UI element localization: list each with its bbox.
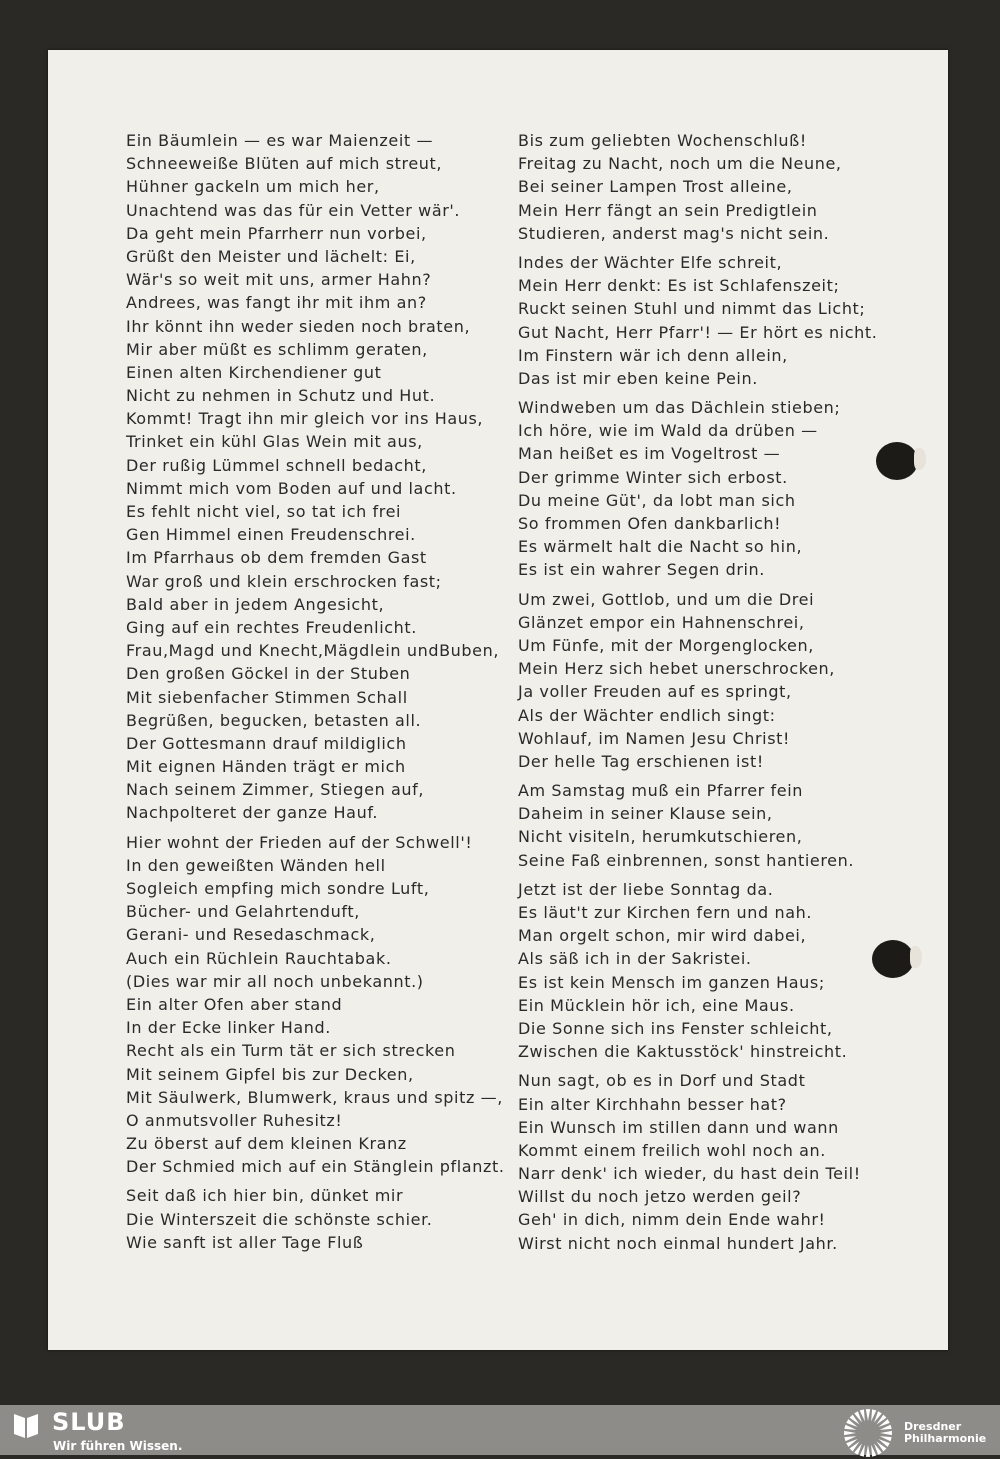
poem-line: War groß und klein erschrocken fast;: [126, 571, 442, 591]
stanza: [126, 129, 506, 825]
poem-line: Kommt! Tragt ihn mir gleich vor ins Haus,: [126, 409, 484, 429]
stanza: [518, 251, 918, 390]
poem-line: In den geweißten Wänden hell: [126, 855, 386, 875]
partner-line2: Philharmonie: [904, 1432, 987, 1445]
poem-line: Seit daß ich hier bin, dünket mir: [126, 1186, 404, 1206]
poem-line: Um zwei, Gottlob, und um die Drei: [518, 589, 815, 609]
logo-ray: [866, 1409, 870, 1421]
poem-line: Mein Herz sich hebet unerschrocken,: [518, 659, 835, 679]
poem-line: Wohlauf, im Namen Jesu Christ!: [518, 728, 791, 748]
poem-line: Grüßt den Meister und lächelt: Ei,: [126, 246, 416, 266]
poem-line: Schneeweiße Blüten auf mich streut,: [126, 154, 443, 174]
partner-line1: Dresdner: [904, 1420, 962, 1433]
poem-line: Kommt einem freilich wohl noch an.: [518, 1140, 826, 1160]
poem-line: Man orgelt schon, mir wird dabei,: [518, 926, 807, 946]
poem-line: Um Fünfe, mit der Morgenglocken,: [518, 635, 814, 655]
poem-line: Bücher- und Gelahrtenduft,: [126, 902, 360, 922]
poem-line: Seine Faß einbrennen, sonst hantieren.: [518, 850, 855, 870]
poem-line: In der Ecke linker Hand.: [126, 1018, 331, 1038]
poem-line: Mit seinem Gipfel bis zur Decken,: [126, 1064, 414, 1084]
poem-line: Du meine Güt', da lobt man sich: [518, 490, 796, 510]
poem-line: Nach seinem Zimmer, Stiegen auf,: [126, 780, 425, 800]
stanza: [518, 878, 918, 1064]
poem-line: Ein alter Kirchhahn besser hat?: [518, 1094, 787, 1114]
poem-line: So frommen Ofen dankbarlich!: [518, 514, 782, 533]
stanza: [518, 1069, 918, 1255]
poem-line: Willst du noch jetzo werden geil?: [518, 1187, 802, 1207]
poem-line: Freitag zu Nacht, noch um die Neune,: [518, 154, 842, 174]
poem-line: Ein alter Ofen aber stand: [126, 994, 343, 1014]
poem-line: Hier wohnt der Frieden auf der Schwell'!: [126, 832, 473, 852]
logo-ray: [866, 1445, 870, 1457]
poem-line: Trinket ein kühl Glas Wein mit aus,: [126, 432, 423, 452]
poem-line: Unachtend was das für ein Vetter wär'.: [126, 200, 461, 220]
poem-line: Gen Himmel einen Freudenschrei.: [126, 525, 416, 545]
poem-right-column: [518, 129, 918, 1261]
stanza: [126, 1184, 506, 1254]
poem-line: Es läut't zur Kirchen fern und nah.: [518, 903, 813, 922]
poem-line: Da geht mein Pfarrherr nun vorbei,: [126, 223, 427, 243]
footer-bar: [0, 1405, 1000, 1455]
poem-line: Der Gottesmann drauf mildiglich: [126, 733, 407, 753]
slub-logo-text[interactable]: SLUB: [52, 1408, 126, 1436]
logo-ray: [844, 1431, 856, 1435]
poem-line: Der helle Tag erschienen ist!: [518, 751, 764, 771]
poem-line: Der Schmied mich auf ein Stänglein pflanzt.: [126, 1157, 505, 1177]
stanza: [518, 588, 918, 774]
poem-line: Hühner gackeln um mich her,: [126, 177, 380, 197]
poem-line: Die Winterszeit die schönste schier.: [126, 1209, 433, 1229]
poem-line: Das ist mir eben keine Pein.: [518, 368, 758, 388]
poem-line: Wie sanft ist aller Tage Fluß: [126, 1232, 364, 1252]
poem-line: Der grimme Winter sich erbost.: [518, 467, 788, 487]
poem-line: Ruckt seinen Stuhl und nimmt das Licht;: [518, 299, 866, 319]
poem-line: Bald aber in jedem Angesicht,: [126, 594, 385, 614]
poem-line: Glänzet empor ein Hahnenschrei,: [518, 612, 805, 632]
poem-line: Der rußig Lümmel schnell bedacht,: [126, 455, 427, 475]
poem-line: Im Pfarrhaus ob dem fremden Gast: [126, 548, 427, 568]
poem-line: Es wärmelt halt die Nacht so hin,: [518, 537, 803, 557]
poem-line: Windweben um das Dächlein stieben;: [518, 398, 841, 418]
poem-line: Ja voller Freuden auf es springt,: [518, 682, 792, 702]
poem-line: Nicht visiteln, herumkutschieren,: [518, 827, 803, 847]
poem-line: Andrees, was fangt ihr mit ihm an?: [126, 293, 427, 313]
poem-line: Frau,Magd und Knecht,Mägdlein undBuben,: [126, 641, 500, 661]
poem-line: Bei seiner Lampen Trost alleine,: [518, 177, 793, 197]
poem-line: Man heißet es im Vogeltrost —: [518, 444, 781, 464]
stanza: [126, 831, 506, 1179]
poem-line: Nimmt mich vom Boden auf und lacht.: [126, 478, 457, 498]
logo-ray: [880, 1431, 892, 1435]
poem-line: Geh' in dich, nimm dein Ende wahr!: [518, 1210, 826, 1230]
poem-line: Es ist ein wahrer Segen drin.: [518, 560, 765, 580]
poem-line: Mit eignen Händen trägt er mich: [126, 757, 406, 777]
poem-line: Narr denk' ich wieder, du hast dein Teil!: [518, 1164, 861, 1184]
poem-line: Gerani- und Resedaschmack,: [126, 925, 376, 945]
poem-line: Mit siebenfacher Stimmen Schall: [126, 687, 408, 707]
poem-line: Im Finstern wär ich denn allein,: [518, 345, 788, 365]
punch-hole: [872, 940, 914, 978]
poem-line: Bis zum geliebten Wochenschluß!: [518, 131, 807, 150]
poem-line: Mit Säulwerk, Blumwerk, kraus und spitz —,: [126, 1087, 503, 1107]
poem-line: Jetzt ist der liebe Sonntag da.: [518, 879, 774, 899]
poem-line: Ich höre, wie im Wald da drüben —: [518, 421, 818, 441]
poem-line: Wär's so weit mit uns, armer Hahn?: [126, 270, 432, 290]
poem-line: Zwischen die Kaktusstöck' hinstreicht.: [518, 1042, 848, 1062]
slub-book-icon: [12, 1410, 40, 1440]
poem-line: Nachpolteret der ganze Hauf.: [126, 803, 379, 823]
stanza: [518, 129, 918, 245]
poem-line: Wirst nicht noch einmal hundert Jahr.: [518, 1233, 838, 1253]
poem-line: Recht als ein Turm tät er sich strecken: [126, 1041, 456, 1061]
poem-line: Es fehlt nicht viel, so tat ich frei: [126, 502, 402, 521]
poem-line: Begrüßen, begucken, betasten all.: [126, 710, 422, 730]
poem-line: Den großen Göckel in der Stuben: [126, 664, 411, 684]
poem-line: Ging auf ein rechtes Freudenlicht.: [126, 617, 417, 637]
poem-line: (Dies war mir all noch unbekannt.): [126, 971, 424, 991]
stanza: [518, 779, 918, 872]
poem-line: Als säß ich in der Sakristei.: [518, 949, 752, 969]
poem-line: Ein Wunsch im stillen dann und wann: [518, 1117, 839, 1137]
poem-line: Als der Wächter endlich singt:: [518, 705, 776, 725]
slub-tagline: Wir führen Wissen.: [53, 1439, 183, 1453]
poem-line: Daheim in seiner Klause sein,: [518, 804, 773, 824]
poem-line: Ihr könnt ihn weder sieden noch braten,: [126, 316, 471, 336]
poem-line: Studieren, anderst mag's nicht sein.: [518, 223, 830, 243]
poem-line: Mir aber müßt es schlimm geraten,: [126, 339, 428, 359]
poem-line: Ein Bäumlein — es war Maienzeit —: [126, 131, 434, 150]
poem-line: Sogleich empfing mich sondre Luft,: [126, 879, 430, 898]
poem-line: Am Samstag muß ein Pfarrer fein: [518, 781, 804, 801]
poem-left-column: [126, 129, 506, 1260]
poem-line: O anmutsvoller Ruhesitz!: [126, 1110, 343, 1130]
dresdner-philharmonie-logo-text[interactable]: [904, 1421, 986, 1445]
poem-line: Nicht zu nehmen in Schutz und Hut.: [126, 386, 436, 406]
poem-line: Gut Nacht, Herr Pfarr'! — Er hört es nicht.: [518, 322, 878, 342]
poem-line: Nun sagt, ob es in Dorf und Stadt: [518, 1071, 806, 1091]
scanned-page: [48, 50, 948, 1350]
dresdner-philharmonie-logo-icon: [842, 1407, 894, 1459]
poem-line: Ein Mücklein hör ich, eine Maus.: [518, 995, 795, 1015]
poem-line: Es ist kein Mensch im ganzen Haus;: [518, 972, 825, 992]
poem-line: Auch ein Rüchlein Rauchtabak.: [126, 948, 392, 968]
poem-line: Mein Herr fängt an sein Predigtlein: [518, 200, 818, 220]
stanza: [518, 396, 918, 582]
poem-line: Zu öberst auf dem kleinen Kranz: [126, 1134, 407, 1154]
poem-line: Einen alten Kirchendiener gut: [126, 362, 382, 382]
poem-line: Die Sonne sich ins Fenster schleicht,: [518, 1018, 833, 1038]
punch-hole: [876, 442, 918, 480]
poem-line: Indes der Wächter Elfe schreit,: [518, 252, 783, 272]
poem-line: Mein Herr denkt: Es ist Schlafenszeit;: [518, 276, 840, 296]
